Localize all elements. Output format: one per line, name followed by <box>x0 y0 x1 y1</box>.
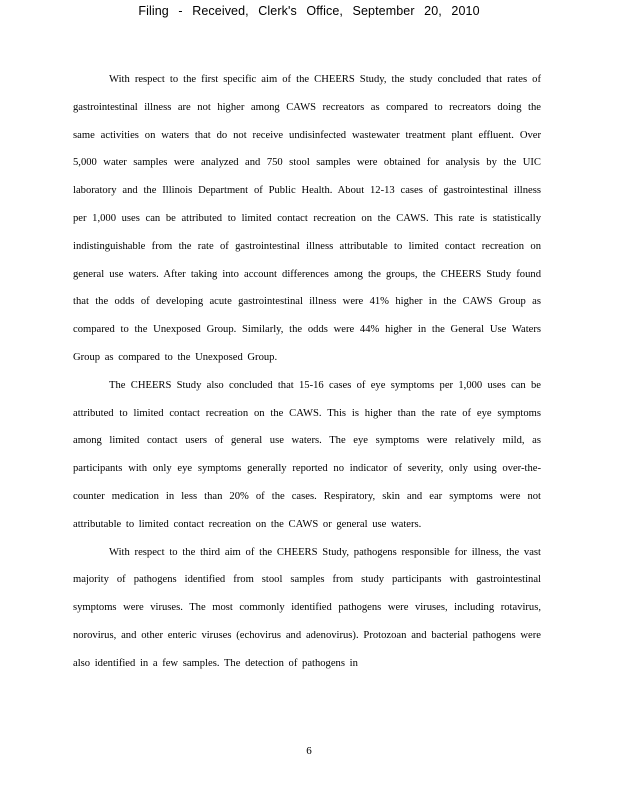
paragraph-eye-symptoms: The CHEERS Study also concluded that 15-16 cases of eye symptoms per 1,000 uses can be attributed to limited contact recreation on the CAWS. This is higher than the rate of eye symptoms among limited contact users of general use waters. The eye symptoms were relatively mild, as participants with only eye symptoms generally reported no indicator of severity, only using over-the-counter medication in less than 20% of the cases. Respiratory, skin and ear symptoms were not attributable to limited contact recreation on the CAWS or general use waters. <box>73 379 541 530</box>
paragraph-first-aim: With respect to the first specific aim of the CHEERS Study, the study concluded that rates of gastrointestinal illness are not higher among CAWS recreators as compared to recreators doing the same activities on waters that do not receive undisinfected wastewater treatment plant effluent. Over 5,000 water samples were analyzed and 750 stool samples were obtained for analysis by the UIC laboratory and the Illinois Department of Public Health. About 12-13 cases of gastrointestinal illness per 1,000 uses can be attributed to limited contact recreation on the CAWS. This rate is statistically indistinguishable from the rate of gastrointestinal illness attributable to limited contact recreation on general use waters. After taking into account differences among the groups, the CHEERS Study found that the odds of developing acute gastrointestinal illness were 41% higher in the CAWS Group as compared to the Unexposed Group. Similarly, the odds were 44% higher in the General Use Waters Group as compared to the Unexposed Group. <box>73 74 541 363</box>
filing-header: Filing - Received, Clerk's Office, September 20, 2010 <box>138 4 480 18</box>
paragraph-third-aim: With respect to the third aim of the CHEERS Study, pathogens responsible for illness, the vast majority of pathogens identified from stool samples from study participants with gastrointestinal symptoms were viruses. The most commonly identified pathogens were viruses, including rotavirus, norovirus, and other enteric viruses (echovirus and adenovirus). Protozoan and bacterial pathogens were also identified in a few samples. The detection of pathogens in <box>73 546 541 669</box>
page-number: 6 <box>306 745 312 757</box>
document-body <box>73 66 541 678</box>
